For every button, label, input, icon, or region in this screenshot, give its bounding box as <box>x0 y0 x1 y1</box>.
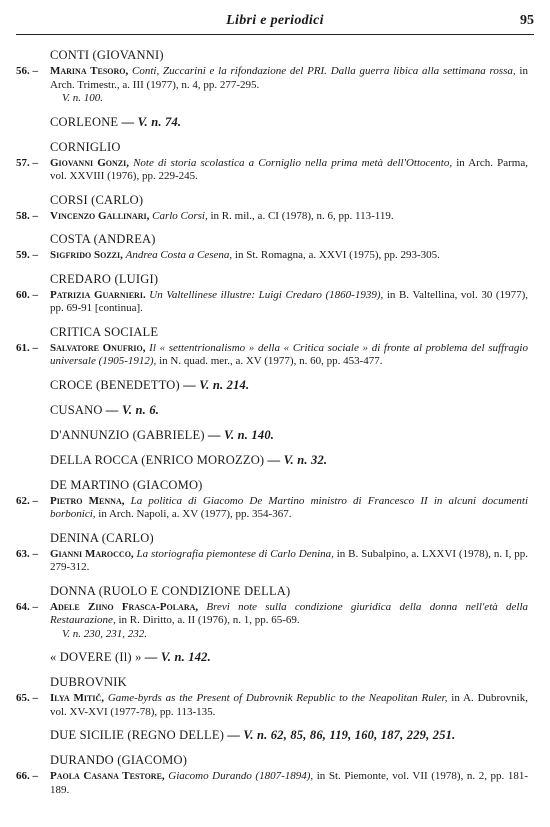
subject-heading-text: COSTA (ANDREA) <box>50 232 156 246</box>
entry-publication: in St. Piemonte, vol. VII (1978), n. 2, pp. 181-189. <box>50 770 528 796</box>
entry-number: 61. – <box>16 341 38 354</box>
subject-heading <box>50 115 528 130</box>
entry-author: Gianni Marocco, <box>50 547 137 560</box>
entry-text <box>50 210 528 224</box>
entry-text <box>50 601 528 642</box>
entry-author: Ilya Mitič, <box>50 692 108 704</box>
entry-text <box>50 770 528 797</box>
entry-author: Patrizia Guarnieri. <box>50 288 150 301</box>
cross-reference: — V. n. 32. <box>264 452 328 467</box>
entry-text <box>50 692 528 719</box>
subject-heading <box>50 378 528 393</box>
entry-number: 56. – <box>16 65 38 77</box>
entry-title: Il « settentrionalismo » della « Critica sociale » di fronte al problema del suffragio universale (1905-1912), <box>50 341 528 367</box>
cross-reference: — V. n. 214. <box>179 377 250 392</box>
subject-heading-text: D'ANNUNZIO (GABRIELE) <box>50 427 205 442</box>
entry-title: La storiografia piemontese di Carlo Denina, <box>136 547 337 560</box>
subject-heading <box>50 650 528 665</box>
entry-number: 66. – <box>16 770 38 782</box>
subject-heading-text: DONNA (RUOLO E CONDIZIONE DELLA) <box>50 583 291 598</box>
subject-heading-text: CORNIGLIO <box>50 139 121 154</box>
subject-heading-text: CORSI (CARLO) <box>50 192 144 207</box>
entry-author: Adele Ziino Frasca-Polara, <box>50 600 207 613</box>
bibliography-entry <box>16 210 528 224</box>
subject-heading <box>50 428 528 443</box>
subject-heading <box>50 193 528 208</box>
entry-publication: in Arch. Trimestr., a. III (1977), n. 4, pp. 277-295. <box>50 65 528 91</box>
subject-heading <box>50 753 528 768</box>
entry-author: Sigfrido Sozzi, <box>50 249 126 261</box>
entry-author: Marina Tesoro, <box>50 65 133 77</box>
subject-heading-text: CROCE (BENEDETTO) <box>50 377 180 392</box>
entry-author: Giovanni Gonzi, <box>50 156 134 169</box>
subject-heading <box>50 478 528 493</box>
entry-publication: in B. Valtellina, vol. 30 (1977), pp. 69-91 [continua]. <box>50 288 528 314</box>
entry-publication: in N. quad. mer., a. XV (1977), n. 60, pp. 453-477. <box>159 355 383 367</box>
entry-publication: in St. Romagna, a. XXVI (1975), pp. 293-305. <box>234 249 440 261</box>
bibliography-entry <box>16 249 528 263</box>
entry-title: Giacomo Durando (1807-1894), <box>168 770 317 782</box>
subject-heading-text: DENINA (CARLO) <box>50 530 154 545</box>
entry-text <box>50 342 528 369</box>
subject-heading <box>50 48 528 63</box>
subject-heading <box>50 584 528 599</box>
entry-publication: in Arch. Parma, vol. XXVIII (1976), pp. 229-245. <box>50 156 528 182</box>
bibliography-entry <box>16 342 528 369</box>
entry-text <box>50 157 528 184</box>
bibliography-entry <box>16 65 528 106</box>
entry-number: 57. – <box>16 156 38 169</box>
bibliography-entry <box>16 601 528 642</box>
header-title: Libri e periodici <box>226 13 324 28</box>
entry-title: Game-byrds as the Present of Dubrovnik Republic to the Neapolitan Ruler, <box>107 692 452 704</box>
entry-number: 60. – <box>16 288 38 301</box>
bibliography-entry <box>16 157 528 184</box>
entry-title: Carlo Corsi, <box>152 209 211 222</box>
cross-reference: — V. n. 6. <box>102 402 160 417</box>
entry-publication: in Arch. Napoli, a. XV (1977), pp. 354-367. <box>98 508 292 520</box>
entry-title: Andrea Costa a Cesena, <box>125 249 235 261</box>
entry-author: Pietro Menna, <box>50 494 131 507</box>
entry-title: Note di storia scolastica a Corniglio nella prima metà dell'Ottocento, <box>133 156 457 169</box>
subject-heading <box>50 403 528 418</box>
subject-heading-text: DURANDO (GIACOMO) <box>50 753 188 767</box>
cross-reference: — V. n. 140. <box>204 427 275 442</box>
subject-heading <box>50 531 528 546</box>
entry-text <box>50 495 528 522</box>
cross-reference: — V. n. 74. <box>118 114 182 129</box>
subject-heading <box>50 140 528 155</box>
bibliography-entry <box>16 548 528 575</box>
entry-text <box>50 548 528 575</box>
bibliography-entry <box>16 770 528 797</box>
entry-author: Vincenzo Gallinari, <box>50 209 153 222</box>
entry-author: Paola Casana Testore, <box>50 770 169 782</box>
entry-publication: in R. Diritto, a. II (1976), n. 1, pp. 65-69. <box>118 614 300 626</box>
subject-heading-text: CRITICA SOCIALE <box>50 324 159 339</box>
entry-publication: in R. mil., a. CI (1978), n. 6, pp. 113-119. <box>210 209 394 222</box>
entry-number: 65. – <box>16 692 38 704</box>
entry-title: Brevi note sulla condizione giuridica della donna nell'età della Restaurazione, <box>50 600 529 626</box>
subject-heading-text: CUSANO <box>50 402 103 417</box>
bibliography-entry <box>16 692 528 719</box>
entry-author: Salvatore Onufrio, <box>50 341 150 354</box>
entry-number: 63. – <box>16 547 38 560</box>
cross-reference: — V. n. 142. <box>141 650 211 664</box>
subject-heading-text: DE MARTINO (GIACOMO) <box>50 477 203 492</box>
bibliography-list <box>16 48 528 806</box>
entry-title: Conti, Zuccarini e la rifondazione del PRI. Dalla guerra libica alla settimana rossa, <box>132 65 520 77</box>
subject-heading <box>50 232 528 247</box>
subject-heading-text: CONTI (GIOVANNI) <box>50 48 164 62</box>
cross-reference: V. n. 100. <box>62 92 104 104</box>
cross-reference: — V. n. 62, 85, 86, 119, 160, 187, 229, 251. <box>224 728 456 742</box>
bibliography-entry <box>16 495 528 522</box>
subject-heading-text: DUBROVNIK <box>50 675 127 689</box>
subject-heading-text: CREDARO (LUIGI) <box>50 271 159 286</box>
subject-heading-text: CORLEONE <box>50 114 119 129</box>
running-header <box>16 10 534 35</box>
cross-reference: V. n. 230, 231, 232. <box>62 627 148 640</box>
subject-heading-text: DUE SICILIE (REGNO DELLE) <box>50 728 225 742</box>
entry-number: 62. – <box>16 494 38 507</box>
entry-publication: in A. Dubrovnik, vol. XV-XVI (1977-78), pp. 113-135. <box>50 692 528 718</box>
entry-number: 58. – <box>16 209 38 222</box>
entry-publication: in B. Subalpino, a. LXXVI (1978), n. I, pp. 279-312. <box>50 547 528 573</box>
entry-title: Un Valtellinese illustre: Luigi Credaro (1860-1939), <box>149 288 387 301</box>
subject-heading <box>50 453 528 468</box>
subject-heading <box>50 675 528 690</box>
subject-heading-text: DELLA ROCCA (ENRICO MOROZZO) <box>50 452 265 467</box>
entry-text <box>50 65 528 106</box>
subject-heading <box>50 272 528 287</box>
entry-text <box>50 289 528 316</box>
subject-heading-text: « DOVERE (Il) » <box>50 650 142 664</box>
entry-title: La politica di Giacomo De Martino ministro di Francesco II in alcuni documenti borbonici, <box>50 494 529 520</box>
subject-heading <box>50 325 528 340</box>
subject-heading <box>50 728 528 743</box>
entry-text <box>50 249 528 263</box>
entry-number: 59. – <box>16 249 38 261</box>
bibliography-entry <box>16 289 528 316</box>
entry-number: 64. – <box>16 600 38 613</box>
page-number: 95 <box>520 13 534 28</box>
